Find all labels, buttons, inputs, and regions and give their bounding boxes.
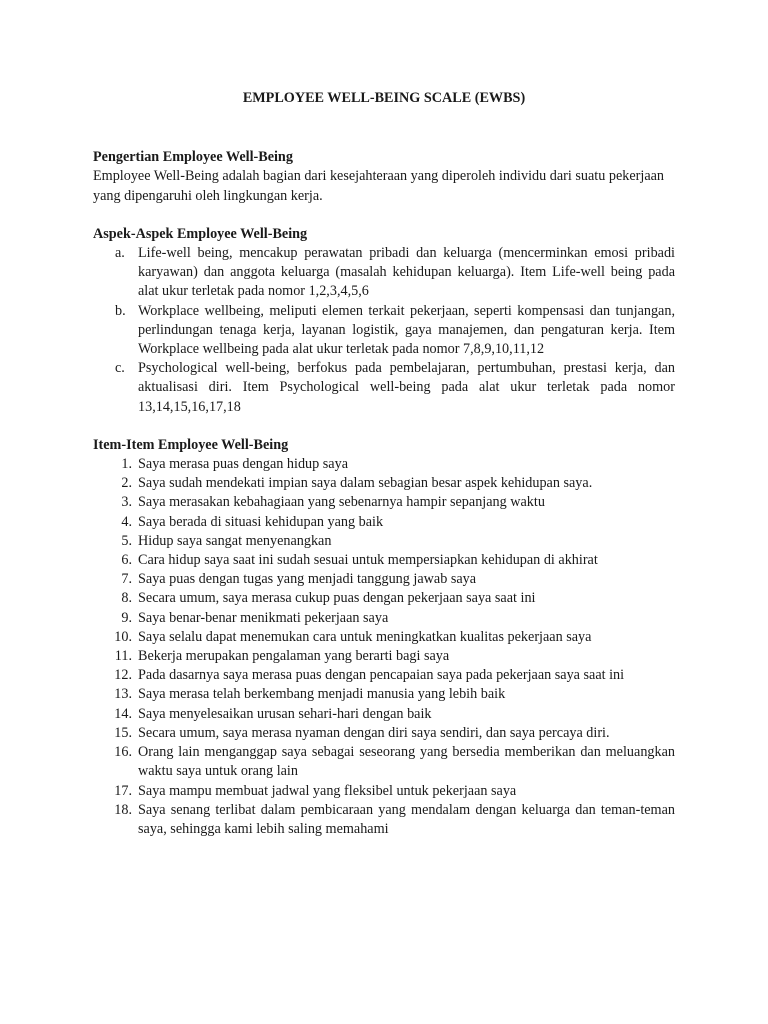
- definition-heading: Pengertian Employee Well-Being: [93, 149, 293, 166]
- item-number: 18.: [114, 801, 132, 818]
- item-number: 11.: [114, 648, 132, 665]
- item-number: 2.: [121, 475, 132, 492]
- item-text: Saya menyelesaikan urusan sehari-hari dengan baik: [138, 705, 432, 722]
- item-text: Saya merasa telah berkembang menjadi manusia yang lebih baik: [138, 686, 506, 703]
- scale-item: [93, 628, 675, 647]
- item-text: Secara umum, saya merasa cukup puas dengan pekerjaan saya saat ini: [138, 590, 536, 607]
- item-number: 14.: [114, 705, 132, 722]
- item-text: Saya benar-benar menikmati pekerjaan saya: [138, 609, 389, 626]
- scale-item: [93, 724, 675, 743]
- scale-item: [93, 570, 675, 589]
- item-text: Saya berada di situasi kehidupan yang baik: [138, 513, 384, 530]
- item-text: Secara umum, saya merasa nyaman dengan diri saya sendiri, dan saya percaya diri.: [138, 724, 610, 741]
- item-number: 6.: [121, 552, 132, 569]
- definition-text: Employee Well-Being adalah bagian dari kesejahteraan yang diperoleh individu dari suatu pekerjaan yang dipengaruhi oleh lingkungan kerja.: [93, 168, 665, 204]
- item-text: Saya senang terlibat dalam pembicaraan yang mendalam dengan keluarga dan teman-teman saya, sehingga kami lebih saling memahami: [138, 801, 675, 837]
- item-number: 4.: [121, 513, 132, 530]
- item-number: 12.: [114, 667, 132, 684]
- item-number: 9.: [121, 609, 132, 626]
- item-text: Bekerja merupakan pengalaman yang berarti bagi saya: [138, 648, 450, 665]
- item-number: 10.: [114, 628, 132, 645]
- scale-item: [93, 705, 675, 724]
- item-number: 3.: [121, 494, 132, 511]
- item-number: 15.: [114, 724, 132, 741]
- item-number: 16.: [114, 744, 132, 761]
- scale-item: [93, 666, 675, 685]
- item-text: Saya merasa puas dengan hidup saya: [138, 456, 348, 473]
- scale-item: [93, 474, 675, 493]
- aspect-text: Psychological well-being, berfokus pada pembelajaran, pertumbuhan, prestasi kerja, dan aktualisasi diri. Item Psychological well-being pada alat ukur terletak pada nomor 13,14,15,16,17,18: [138, 360, 675, 415]
- scale-item: [93, 455, 675, 474]
- item-number: 5.: [121, 532, 132, 549]
- aspect-marker: c.: [115, 360, 125, 377]
- document-title: EMPLOYEE WELL-BEING SCALE (EWBS): [242, 90, 526, 106]
- scale-item: [93, 532, 675, 551]
- scale-item: [93, 609, 675, 628]
- item-text: Saya sudah mendekati impian saya dalam sebagian besar aspek kehidupan saya.: [138, 475, 593, 492]
- item-text: Saya merasakan kebahagiaan yang sebenarnya hampir sepanjang waktu: [138, 494, 545, 511]
- scale-item: [93, 493, 675, 512]
- scale-item: [93, 589, 675, 608]
- items-heading: Item-Item Employee Well-Being: [93, 436, 289, 453]
- item-text: Hidup saya sangat menyenangkan: [138, 532, 332, 549]
- item-number: 8.: [121, 590, 132, 607]
- scale-item: [93, 685, 675, 704]
- item-text: Saya puas dengan tugas yang menjadi tanggung jawab saya: [138, 571, 477, 588]
- aspects-heading: Aspek-Aspek Employee Well-Being: [93, 225, 308, 242]
- aspect-marker: a.: [115, 245, 125, 262]
- aspect-marker: b.: [115, 302, 126, 319]
- scale-item: [93, 551, 675, 570]
- scale-item: [93, 647, 675, 666]
- scale-item: [93, 782, 675, 801]
- item-number: 17.: [114, 782, 132, 799]
- scale-item: [93, 801, 675, 839]
- item-text: Pada dasarnya saya merasa puas dengan pencapaian saya pada pekerjaan saya saat ini: [138, 667, 625, 684]
- item-number: 7.: [121, 571, 132, 588]
- scale-item: [93, 743, 675, 781]
- aspect-item: [93, 244, 675, 302]
- document-body: [93, 89, 675, 839]
- scale-items-list: [93, 455, 675, 839]
- aspect-text: Life-well being, mencakup perawatan pribadi dan keluarga (mencerminkan emosi pribadi karyawan) dan anggota keluarga (masalah kehidupan keluarga). Item Life-well being pada alat ukur terletak pada nomor 1,2,3,4,5,6: [138, 245, 675, 300]
- item-text: Saya mampu membuat jadwal yang fleksibel untuk pekerjaan saya: [138, 782, 517, 799]
- scale-item: [93, 513, 675, 532]
- item-number: 13.: [114, 686, 132, 703]
- item-text: Orang lain menganggap saya sebagai seseorang yang bersedia memberikan dan meluangkan waktu saya untuk orang lain: [138, 744, 675, 780]
- aspect-item: [93, 302, 675, 360]
- aspect-text: Workplace wellbeing, meliputi elemen terkait pekerjaan, seperti kompensasi dan tunjangan, perlindungan tenaga kerja, layanan logistik, gaya manajemen, dan pengaturan kerja. Item Workplace wellbeing pada alat ukur terletak pada nomor 7,8,9,10,11,12: [138, 302, 675, 358]
- item-number: 1.: [121, 456, 132, 473]
- item-text: Cara hidup saya saat ini sudah sesuai untuk mempersiapkan kehidupan di akhirat: [138, 552, 598, 569]
- aspects-list: [93, 244, 675, 417]
- item-text: Saya selalu dapat menemukan cara untuk meningkatkan kualitas pekerjaan saya: [138, 628, 592, 645]
- aspect-item: [93, 359, 675, 417]
